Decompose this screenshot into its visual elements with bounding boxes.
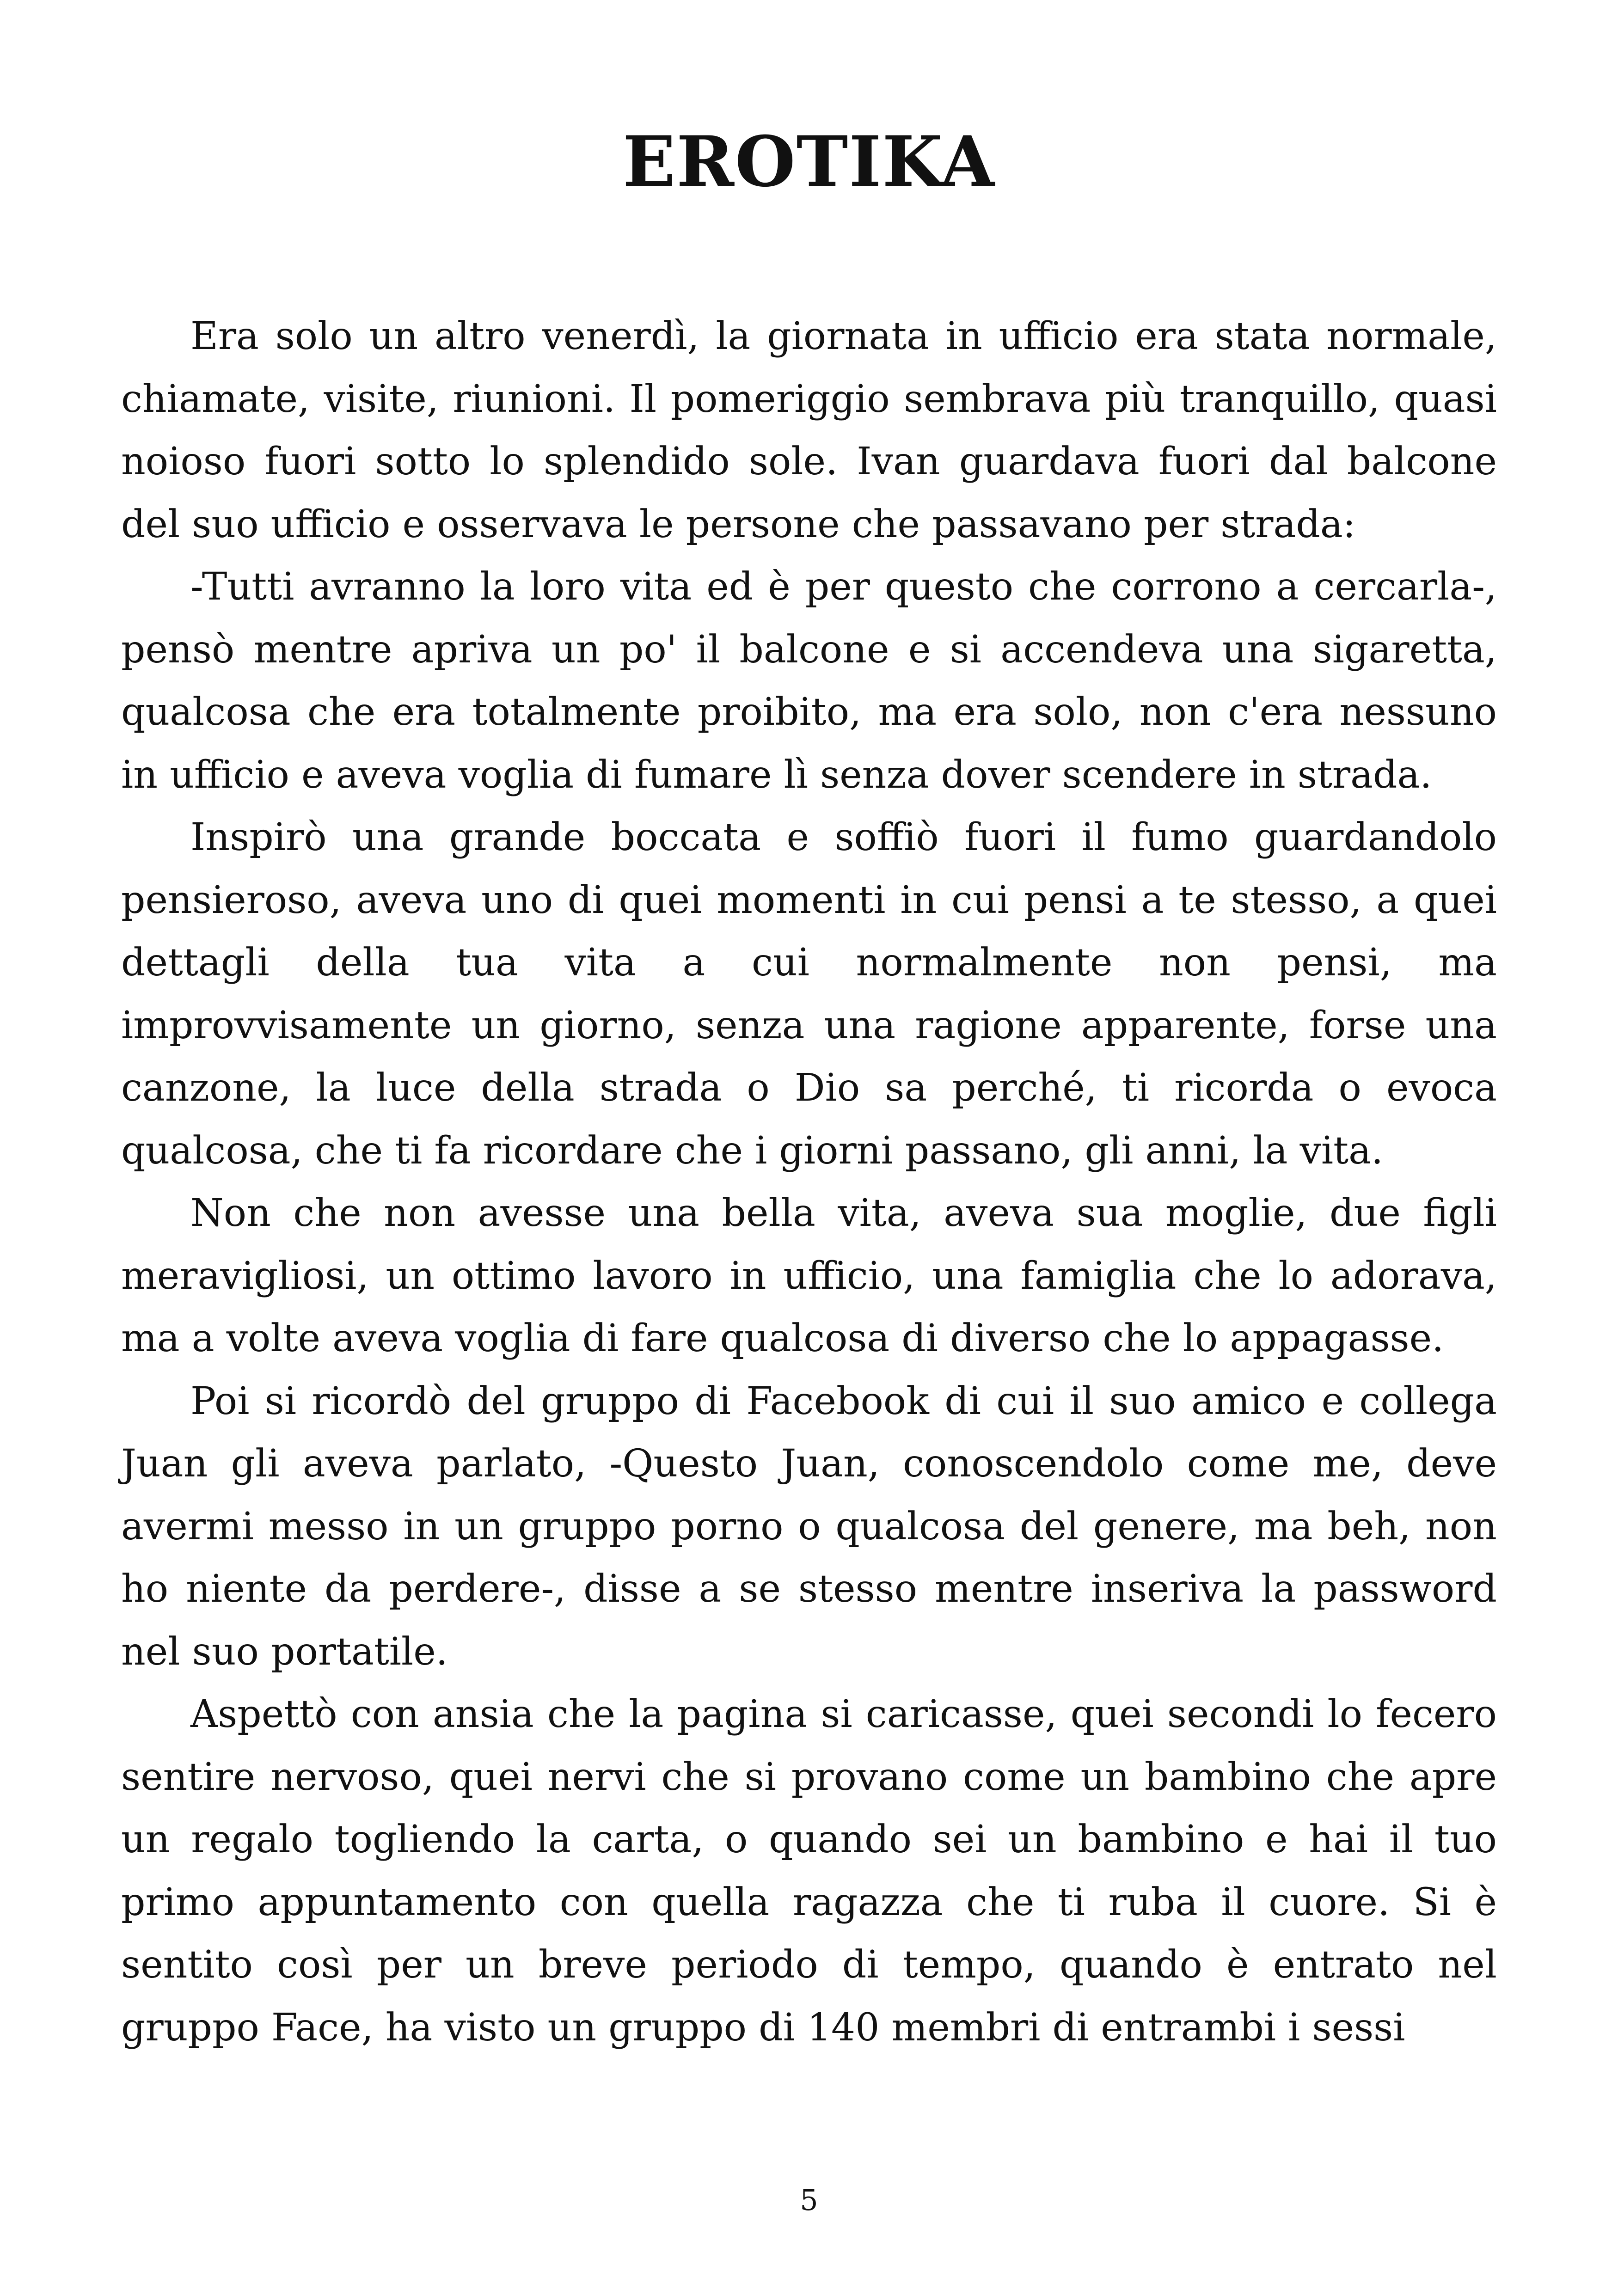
paragraph: Inspirò una grande boccata e soffiò fuori il fumo guardandolo pensieroso, aveva uno di quei momenti in cui pensi a te stesso, a quei dettagli della tua vita a cui normalmente non pensi, ma improvvisamente un giorno, senza una ragione apparente, forse una canzone, la luce della strada o Dio sa perché, ti ricorda o evoca qualcosa, che ti fa ricordare che i giorni passano, gli anni, la vita. [121, 815, 1497, 1173]
paragraph: Non che non avesse una bella vita, aveva sua moglie, due figli meravigliosi, un ottimo lavoro in ufficio, una famiglia che lo adorava, ma a volte aveva voglia di fare qualcosa di diverso che lo appagasse. [121, 1191, 1497, 1360]
paragraph: -Tutti avranno la loro vita ed è per questo che corrono a cercarla-, pensò mentre apriva un po' il balcone e si accendeva una sigaretta, qualcosa che era totalmente proibito, ma era solo, non c'era nessuno in ufficio e aveva voglia di fumare lì senza dover scendere in strada. [121, 565, 1497, 797]
paragraph: Aspettò con ansia che la pagina si caricasse, quei secondi lo fecero sentire nervoso, quei nervi che si provano come un bambino che apre un regalo togliendo la carta, o quando sei un bambino e hai il tuo primo appuntamento con quella ragazza che ti ruba il cuore. Si è sentito così per un breve periodo di tempo, quando è entrato nel gruppo Face, ha visto un gruppo di 140 membri di entrambi i sessi [121, 1692, 1497, 2050]
paragraph: Era solo un altro venerdì, la giornata in ufficio era stata normale, chiamate, visite, riunioni. Il pomeriggio sembrava più tranquillo, quasi noioso fuori sotto lo splendido sole. Ivan guardava fuori dal balcone del suo ufficio e osservava le persone che passavano per strada: [121, 314, 1497, 546]
body-text [121, 305, 1497, 2059]
chapter-title: EROTIKA [622, 121, 996, 202]
paragraph: Poi si ricordò del gruppo di Facebook di cui il suo amico e collega Juan gli aveva parlato, -Questo Juan, conoscendolo come me, deve avermi messo in un gruppo porno o qualcosa del genere, ma beh, non ho niente da perdere-, disse a se stesso mentre inseriva la password nel suo portatile. [121, 1379, 1497, 1674]
page-number: 5 [800, 2183, 818, 2217]
